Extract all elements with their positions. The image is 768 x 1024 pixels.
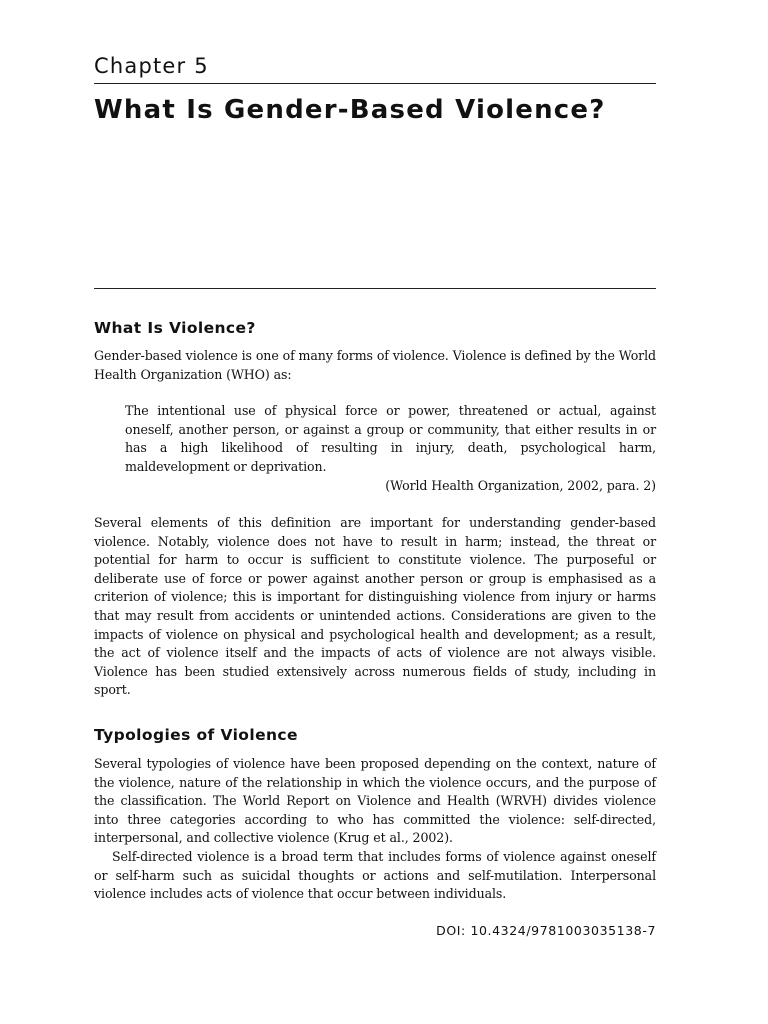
quote-citation: (World Health Organization, 2002, para. 2) xyxy=(385,478,656,493)
top-divider xyxy=(94,83,656,84)
doi-footer: DOI: 10.4324/9781003035138-7 xyxy=(436,923,656,938)
self-directed-paragraph: Self-directed violence is a broad term that includes forms of violence against oneself or self-harm such as suicidal thoughts or actions and self-mutilation. Interpersonal violence includes acts of violence that occur between individuals. xyxy=(94,849,656,902)
chapter-label: Chapter 5 xyxy=(94,54,209,78)
section-heading-typologies: Typologies of Violence xyxy=(94,726,298,744)
block-quote: The intentional use of physical force or power, threatened or actual, against oneself, another person, or against a group or community, that either results in or has a high likelihood of resulting in injury, death, psychological harm, maldevelopment or deprivation. xyxy=(125,403,656,474)
intro-paragraph: Gender-based violence is one of many forms of violence. Violence is defined by the World Health Organization (WHO) as: xyxy=(94,348,656,382)
chapter-title: What Is Gender-Based Violence? xyxy=(94,95,606,125)
title-divider xyxy=(94,288,656,289)
section-heading-what-is-violence: What Is Violence? xyxy=(94,319,256,337)
definition-discussion-paragraph: Several elements of this definition are important for understanding gender-based violence. Notably, violence does not have to result in harm; instead, the threat or potential for harm to occur is sufficient to constitute violence. The purposeful or deliberate use of force or power against another person or group is emphasised as a criterion of violence; this is important for distinguishing violence from injury or harms that may result from accidents or unintended actions. Considerations are given to the impacts of violence on physical and psychological health and development; as a result, the act of violence itself and the impacts of acts of violence are not always visible. Violence has been studied extensively across numerous fields of study, including in sport. xyxy=(94,515,656,698)
typologies-paragraph: Several typologies of violence have been proposed depending on the context, nature of the violence, nature of the relationship in which the violence occurs, and the purpose of the classification. The World Report on Violence and Health (WRVH) divides violence into three categories according to who has committed the violence: self-directed, interpersonal, and collective violence (Krug et al., 2002). xyxy=(94,756,656,846)
